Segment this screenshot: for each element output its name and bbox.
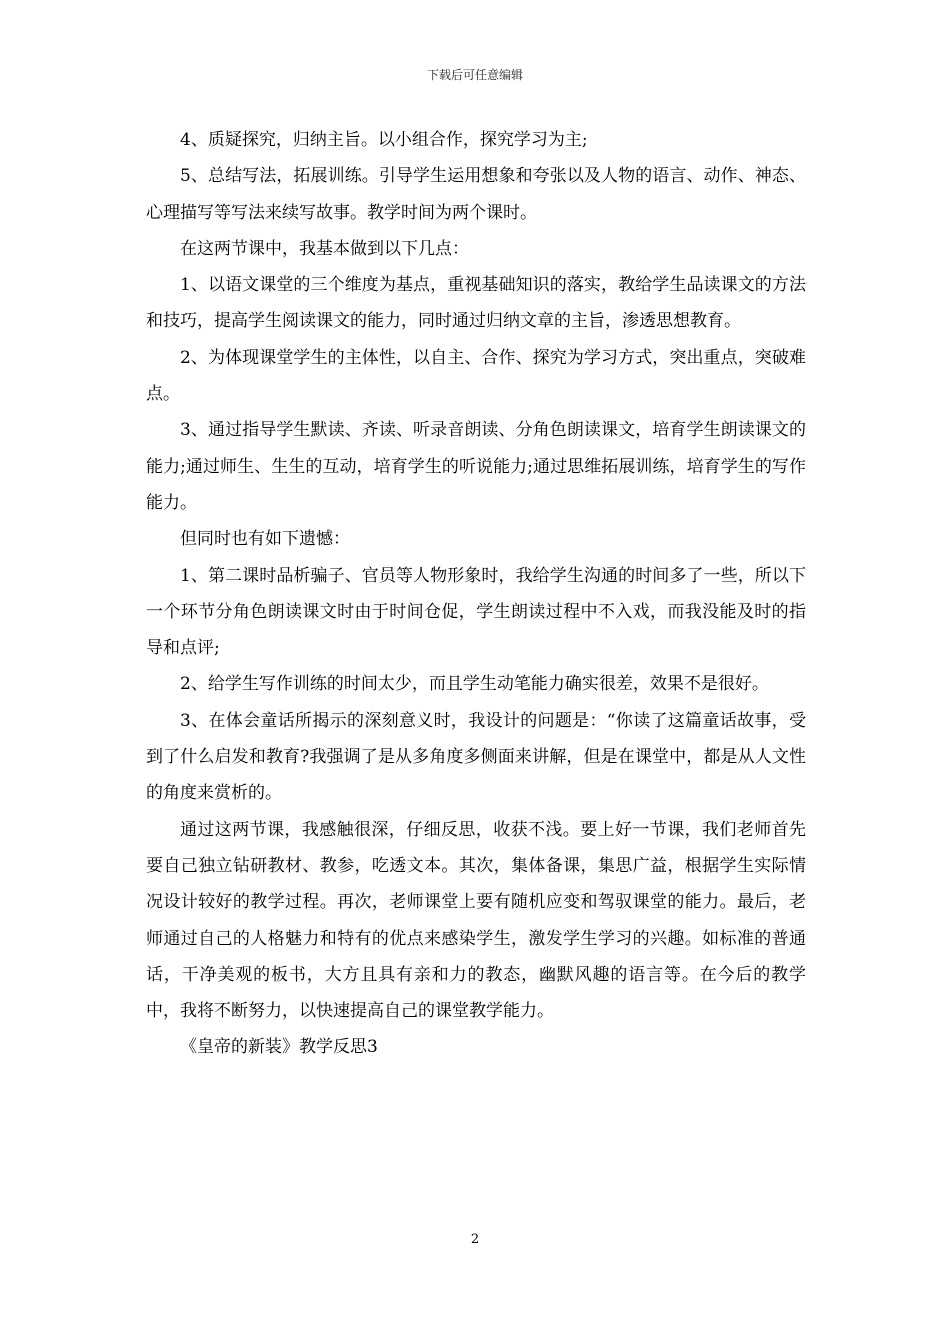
paragraph: 2、给学生写作训练的时间太少，而且学生动笔能力确实很差，效果不是很好。 [180, 674, 769, 695]
page-number: 2 [470, 1232, 480, 1247]
paragraph: 通过这两节课，我感触很深，仔细反思，收获不浅。要上好一节课，我们老师首先要自己独立钻研教材、教参，吃透文本。其次，集体备课，集思广益，根据学生实际情况设计较好的教学过程。再次，老师课堂上要有随机应变和驾驭课堂的能力。最后，老师通过自己的人格魅力和特有的优点来感染学生，激发学生学习的兴趣。如标准的普通话，干净美观的板书，大方且具有亲和力的教态，幽默风趣的语言等。在今后的教学中，我将不断努力，以快速提高自己的课堂教学能力。 [146, 819, 806, 1022]
paragraph: 3、通过指导学生默读、齐读、听录音朗读、分角色朗读课文，培育学生朗读课文的能力;通过师生、生生的互动，培育学生的听说能力;通过思维拓展训练，培育学生的写作能力。 [146, 420, 806, 513]
paragraph: 5、总结写法，拓展训练。引导学生运用想象和夸张以及人物的语言、动作、神态、心理描写等写法来续写故事。教学时间为两个课时。 [146, 166, 806, 223]
paragraph: 2、为体现课堂学生的主体性，以自主、合作、探究为学习方式，突出重点，突破难点。 [146, 347, 806, 405]
section-heading: 《皇帝的新装》教学反思3 [180, 1037, 378, 1058]
paragraph: 在这两节课中，我基本做到以下几点： [180, 238, 469, 259]
paragraph: 但同时也有如下遗憾： [180, 529, 350, 550]
paragraph: 1、第二课时品析骗子、官员等人物形象时，我给学生沟通的时间多了一些，所以下一个环节分角色朗读课文时由于时间仓促，学生朗读过程中不入戏，而我没能及时的指导和点评; [146, 565, 806, 659]
page-header: 下载后可任意编辑 [426, 68, 523, 82]
paragraph: 1、以语文课堂的三个维度为基点，重视基础知识的落实，教给学生品读课文的方法和技巧，提高学生阅读课文的能力，同时通过归纳文章的主旨，渗透思想教育。 [146, 275, 806, 332]
paragraph: 4、质疑探究，归纳主旨。以小组合作，探究学习为主; [180, 130, 588, 150]
paragraph: 3、在体会童话所揭示的深刻意义时，我设计的问题是：“你读了这篇童话故事，受到了什么启发和教育?我强调了是从多角度多侧面来讲解，但是在课堂中，都是从人文性的角度来赏析的。 [146, 710, 806, 804]
document-body [146, 122, 806, 1066]
